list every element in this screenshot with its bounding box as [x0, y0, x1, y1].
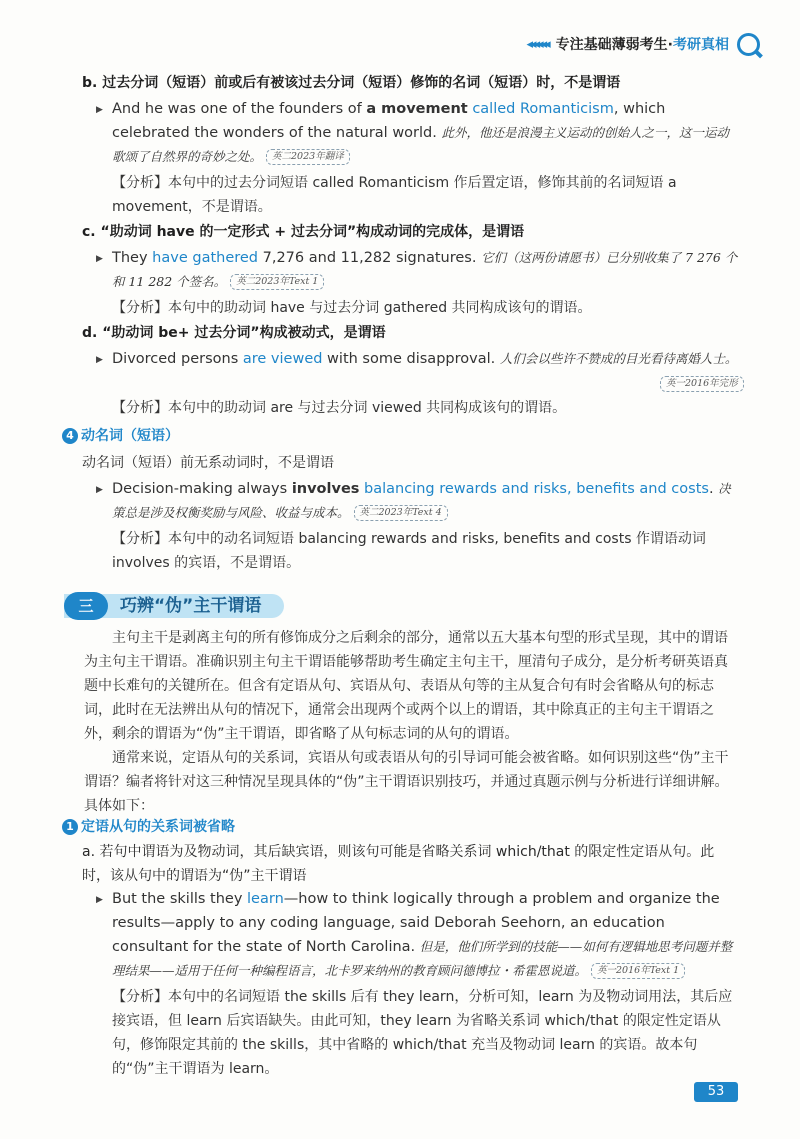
analysis-4: 【分析】本句中的动名词短语 balancing rewards and risks, benefits and costs 作谓语动词 involves 的宾语，不是谓语。 [112, 531, 706, 571]
section-number-badge: 1 [62, 819, 78, 835]
source-badge: 英二2023年Text 1 [230, 274, 324, 290]
example-d: ▶ Divorced persons are viewed with some disapproval. 人们会以些许不赞成的目光看待离婚人士。 [112, 347, 740, 371]
bullet-triangle-icon: ▶ [96, 254, 103, 264]
banner-number: 三 [64, 592, 108, 620]
heading-b: b. 过去分词（短语）前或后有被该过去分词（短语）修饰的名词（短语）时，不是谓语 [82, 75, 621, 91]
section-1-rule: a. 若句中谓语为及物动词，其后缺宾语，则该句可能是省略关系词 which/that 的限定性定语从句。此时，该从句中的谓语为“伪”主干谓语 [82, 844, 715, 884]
example-4: ▶ Decision-making always involves balancing rewards and risks, benefits and costs. 决策总是涉及权衡奖励与风险、收益与成本。 英二2023年Text 4 [112, 477, 740, 525]
banner-title: 巧辨“伪”主干谓语 [120, 596, 262, 616]
heading-d: d. “助动词 be+ 过去分词”构成被动式，是谓语 [82, 325, 386, 341]
header-tagline: 专注基础薄弱考生·考研真相 [555, 37, 729, 53]
bullet-triangle-icon: ▶ [96, 895, 103, 905]
section-number-badge: 4 [62, 428, 78, 444]
intro-paragraph-2: 通常来说，定语从句的关系词，宾语从句或表语从句的引导词可能会被省略。如何识别这些“伪”主干谓语？编者将针对这三种情况呈现具体的“伪”主干谓语识别技巧，并通过真题示例与分析进行详细讲解。具体如下： [84, 750, 729, 814]
magnifier-q-icon [737, 33, 760, 56]
heading-c: c. “助动词 have 的一定形式 + 过去分词”构成动词的完成体，是谓语 [82, 224, 525, 240]
source-badge: 英一2016年完形 [660, 376, 744, 392]
analysis-d: 【分析】本句中的助动词 are 与过去分词 viewed 共同构成该句的谓语。 [112, 400, 567, 416]
bullet-triangle-icon: ▶ [96, 105, 103, 115]
bullet-triangle-icon: ▶ [96, 355, 103, 365]
example-c: ▶ They have gathered 7,276 and 11,282 signatures. 它们（这两份请愿书）已分别收集了 7 276 个和 11 282 个签名。 英二2023年Text 1 [112, 246, 740, 294]
section-banner [64, 592, 284, 620]
page-number: 53 [694, 1082, 738, 1102]
section-1-heading: 1 定语从句的关系词被省略 [62, 816, 235, 836]
analysis-1: 【分析】本句中的名词短语 the skills 后有 they learn，分析可知，learn 为及物动词用法，其后应接宾语，但 learn 后宾语缺失。由此可知，they learn 为省略关系词 which/that 的限定性定语从句，修饰限定其前的 the skills，其中省略的 which/that 充当及物动词 learn 的宾语。故本句的“伪”主干谓语为 learn。 [112, 989, 733, 1077]
section-4-heading: 4 动名词（短语） [62, 425, 179, 445]
example-b: ▶ And he was one of the founders of a movement called Romanticism, which celebrated the wonders of the natural world. 此外，他还是浪漫主义运动的创始人之一，这一运动歌颂了自然界的奇妙之处。 英二2023年翻译 [112, 97, 740, 169]
source-badge: 英二2023年Text 4 [354, 505, 448, 521]
bullet-triangle-icon: ▶ [96, 485, 103, 495]
section-4-rule: 动名词（短语）前无系动词时，不是谓语 [82, 455, 334, 471]
page-header [527, 30, 760, 58]
intro-paragraph-1: 主句主干是剥离主句的所有修饰成分之后剩余的部分，通常以五大基本句型的形式呈现，其中的谓语为主句主干谓语。准确识别主句主干谓语能够帮助考生确定主句主干，厘清句子成分，是分析考研英语真题中长难句的关键所在。但含有定语从句、宾语从句、表语从句等的主从复合句有时会省略从句的标志词，此时在无法辨出从句的情况下，通常会出现两个或两个以上的谓语，其中除真正的主句主干谓语之外，剩余的谓语为“伪”主干谓语，即省略了从句标志词的从句的谓语。 [84, 630, 728, 742]
source-badge: 英二2023年翻译 [266, 149, 350, 165]
example-1: ▶ But the skills they learn—how to think logically through a problem and organize the results—apply to any coding language, said Deborah Seehorn, an education consultant for the state of North Carolina. 但是，他们所学到的技能——如何有逻辑地思考问题并整理结果——适用于任何一种编程语言，北卡罗来纳州的教育顾问德博拉・希霍恩说道。 英一2016年Text 1 [112, 887, 740, 983]
source-badge: 英一2016年Text 1 [591, 963, 685, 979]
analysis-b: 【分析】本句中的过去分词短语 called Romanticism 作后置定语，修饰其前的名词短语 a movement，不是谓语。 [112, 175, 677, 215]
source-badge-d-wrap [656, 373, 744, 392]
analysis-c: 【分析】本句中的助动词 have 与过去分词 gathered 共同构成该句的谓语。 [112, 300, 592, 316]
arrows-decoration-icon: ◂◂◂◂◂◂ [526, 36, 548, 52]
